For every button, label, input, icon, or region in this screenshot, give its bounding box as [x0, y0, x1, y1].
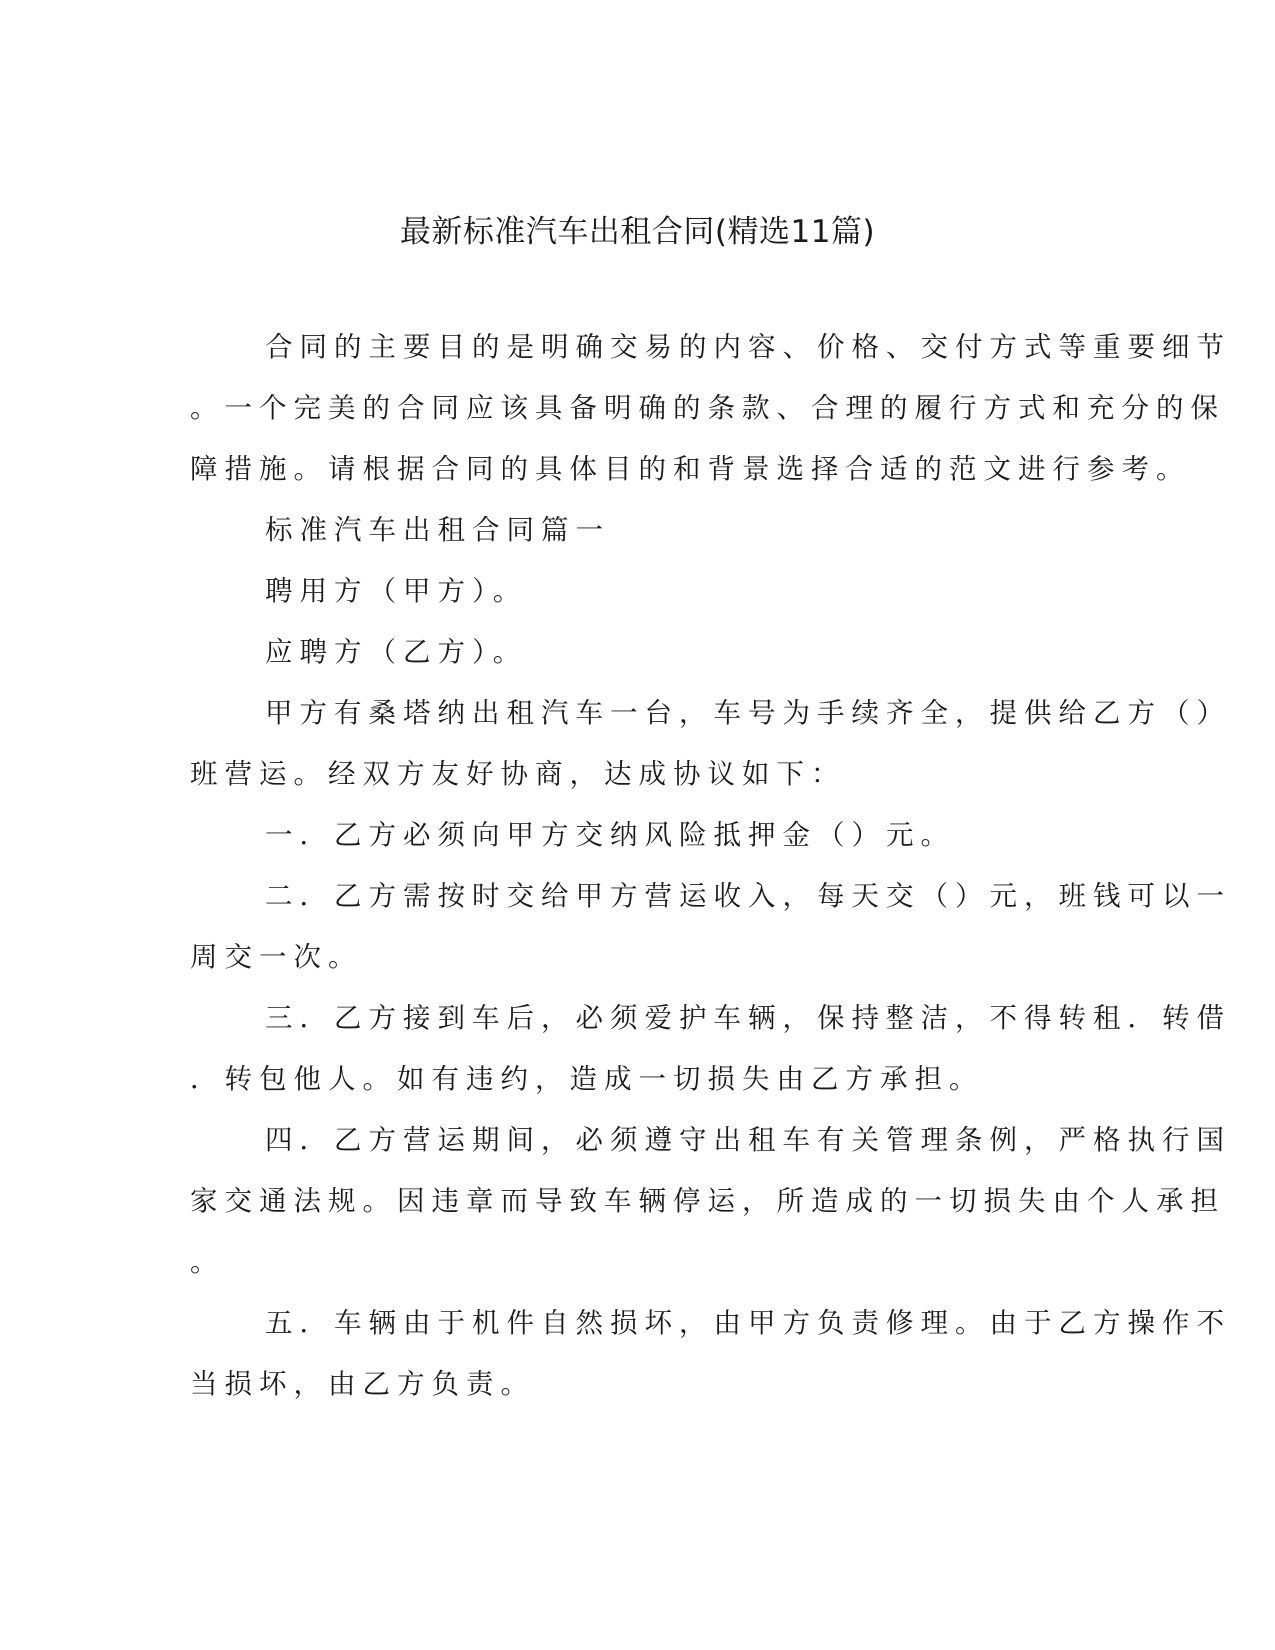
document-title: 最新标准汽车出租合同(精选11篇) — [399, 214, 876, 250]
party-b-line: 应聘方（乙方）。 — [265, 636, 528, 668]
document-body — [190, 327, 1231, 1425]
paragraph-line: 。一个完美的合同应该具备明确的条款、合理的履行方式和充分的保 — [190, 392, 1225, 424]
paragraph-line: 甲方有桑塔纳出租汽车一台，车号为手续齐全，提供给乙方（） — [265, 697, 1231, 729]
clause-line: ．转包他人。如有违约，造成一切损失由乙方承担。 — [190, 1063, 984, 1095]
party-a-line: 聘用方（甲方）。 — [265, 575, 528, 607]
clause-line: 家交通法规。因违章而导致车辆停运，所造成的一切损失由个人承担 — [190, 1185, 1225, 1217]
clause-line: 一．乙方必须向甲方交纳风险抵押金（）元。 — [265, 819, 955, 851]
clause-line: 五．车辆由于机件自然损坏，由甲方负责修理。由于乙方操作不 — [265, 1307, 1231, 1339]
clause-line: 二．乙方需按时交给甲方营运收入，每天交（）元，班钱可以一 — [265, 880, 1231, 912]
clause-line: 当损坏，由乙方负责。 — [190, 1368, 535, 1400]
clause-line: 四．乙方营运期间，必须遵守出租车有关管理条例，严格执行国 — [265, 1124, 1231, 1156]
clause-line: 周交一次。 — [190, 941, 363, 973]
paragraph-line: 班营运。经双方友好协商，达成协议如下： — [190, 758, 846, 790]
clause-line: 三．乙方接到车后，必须爱护车辆，保持整洁，不得转租．转借 — [265, 1002, 1231, 1034]
paragraph-line: 障措施。请根据合同的具体目的和背景选择合适的范文进行参考。 — [190, 453, 1191, 485]
paragraph-line: 合同的主要目的是明确交易的内容、价格、交付方式等重要细节 — [265, 331, 1231, 363]
section-heading: 标准汽车出租合同篇一 — [265, 514, 610, 546]
clause-line: 。 — [190, 1246, 225, 1278]
